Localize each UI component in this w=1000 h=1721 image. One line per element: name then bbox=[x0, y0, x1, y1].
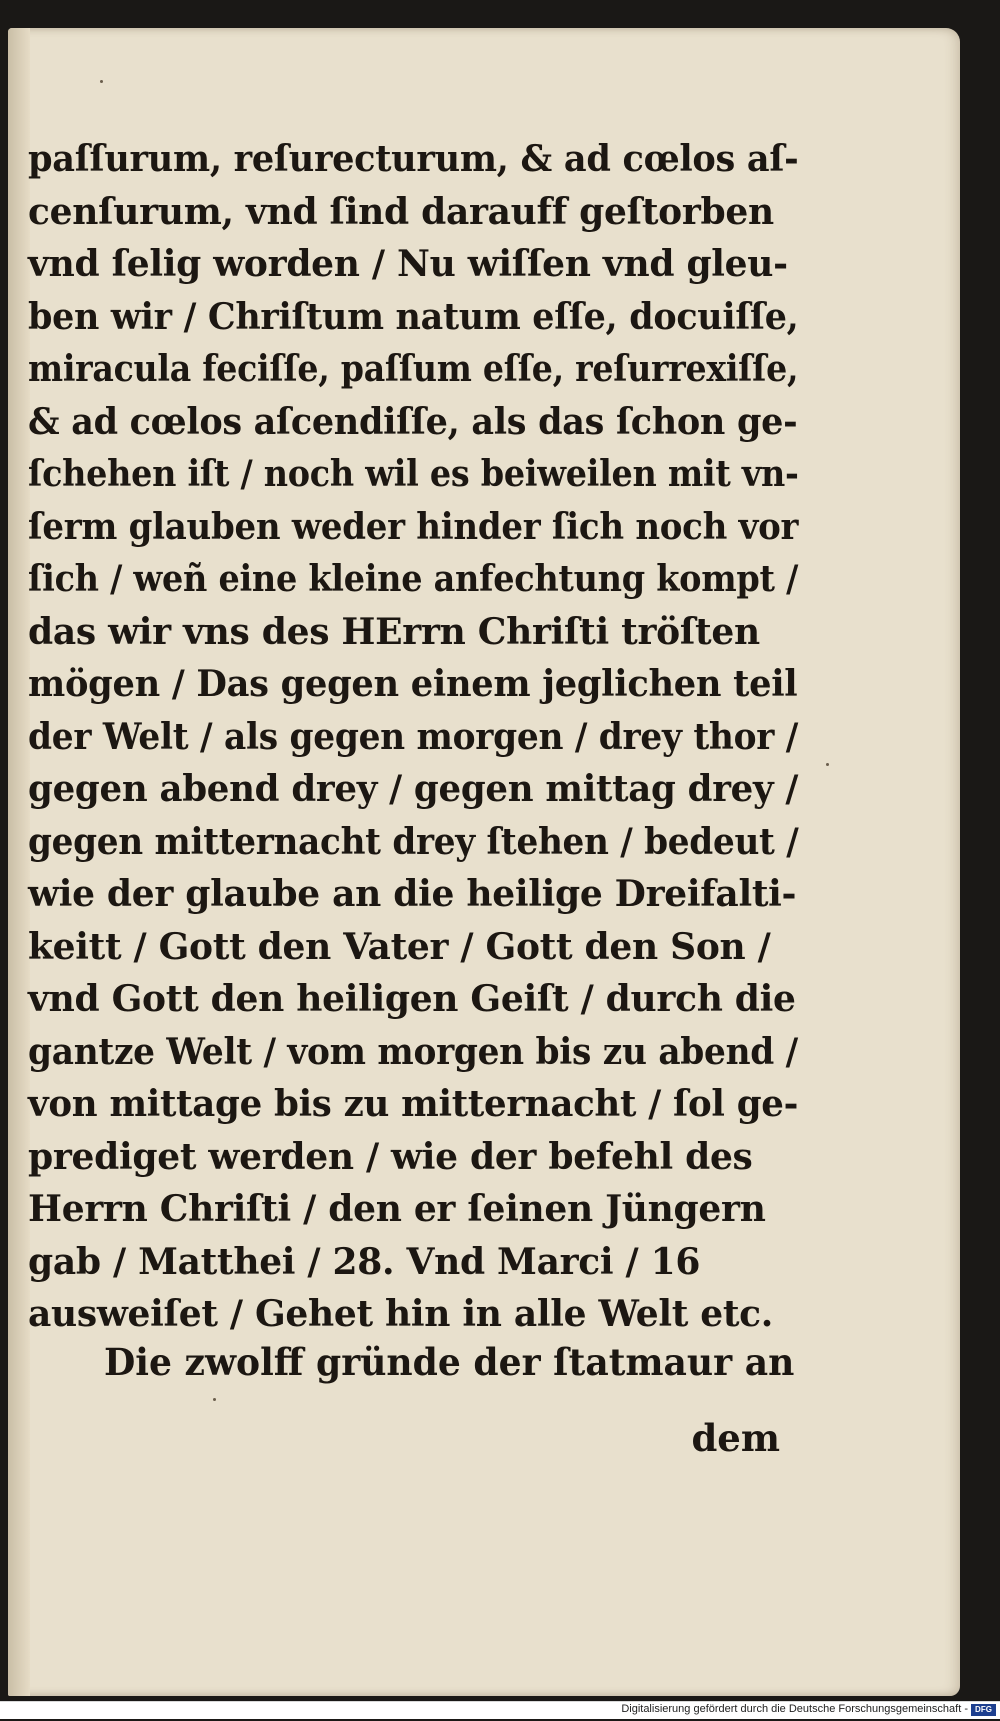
text-line: gab / Matthei / 28. Vnd Marci / 16 bbox=[28, 1240, 701, 1283]
paper-speck bbox=[100, 80, 103, 83]
heading-text: Die zwolff gründe der ſtatmaur an bbox=[104, 1340, 795, 1384]
paper-speck bbox=[213, 1398, 216, 1401]
text-line: gegen abend drey / gegen mittag drey / bbox=[28, 768, 799, 810]
digitization-footer bbox=[0, 1701, 1000, 1719]
body-text bbox=[28, 133, 798, 1341]
text-line: keitt / Gott den Vater / Gott den Son / bbox=[28, 925, 771, 968]
text-line: cenſurum, vnd ſind darauff geſtorben bbox=[28, 190, 774, 233]
text-line: gantze Welt / vom morgen bis zu abend / bbox=[28, 1030, 798, 1073]
text-line: paſſurum, reſurecturum, & ad cœlos aſ- bbox=[28, 138, 799, 180]
text-line: miracula feciſſe, paſſum eſſe, reſurrexiſſe, bbox=[28, 348, 799, 390]
text-line: von mittage bis zu mitternacht / ſol ge- bbox=[28, 1083, 799, 1125]
text-line: prediget werden / wie der befehl des bbox=[28, 1135, 753, 1178]
text-line: ben wir / Chriſtum natum eſſe, docuiſſe, bbox=[28, 295, 799, 338]
text-line: ſerm glauben weder hinder ſich noch vor bbox=[28, 505, 799, 548]
text-line: ſich / weñ eine kleine anfechtung kompt / bbox=[28, 558, 799, 600]
text-line: & ad cœlos aſcendiſſe, als das ſchon ge- bbox=[28, 400, 798, 443]
text-line: ausweiſet / Gehet hin in alle Welt etc. bbox=[28, 1293, 774, 1335]
section-heading bbox=[104, 1333, 794, 1391]
catchword: dem bbox=[691, 1416, 780, 1460]
text-line: der Welt / als gegen morgen / drey thor / bbox=[28, 715, 799, 758]
paper-speck bbox=[826, 763, 829, 766]
text-line: Herrn Chriſti / den er ſeinen Jüngern bbox=[28, 1188, 766, 1230]
dfg-logo-icon: DFG bbox=[971, 1704, 996, 1716]
text-line: das wir vns des HErrn Chriſti tröſten bbox=[28, 610, 760, 653]
footer-credit: Digitalisierung gefördert durch die Deutsche Forschungsgemeinschaft - bbox=[621, 1703, 968, 1715]
book-page bbox=[8, 28, 960, 1696]
text-line: gegen mitternacht drey ſtehen / bedeut / bbox=[28, 820, 799, 863]
page-gutter bbox=[8, 28, 30, 1696]
text-line: vnd ſelig worden / Nu wiſſen vnd gleu- bbox=[28, 243, 788, 285]
text-line: mögen / Das gegen einem jeglichen teil bbox=[28, 663, 798, 705]
text-line: ſchehen iſt / noch wil es beiweilen mit vn- bbox=[28, 453, 799, 495]
text-line: wie der glaube an die heilige Dreifalti- bbox=[28, 873, 797, 915]
text-line: vnd Gott den heiligen Geiſt / durch die bbox=[28, 978, 796, 1020]
